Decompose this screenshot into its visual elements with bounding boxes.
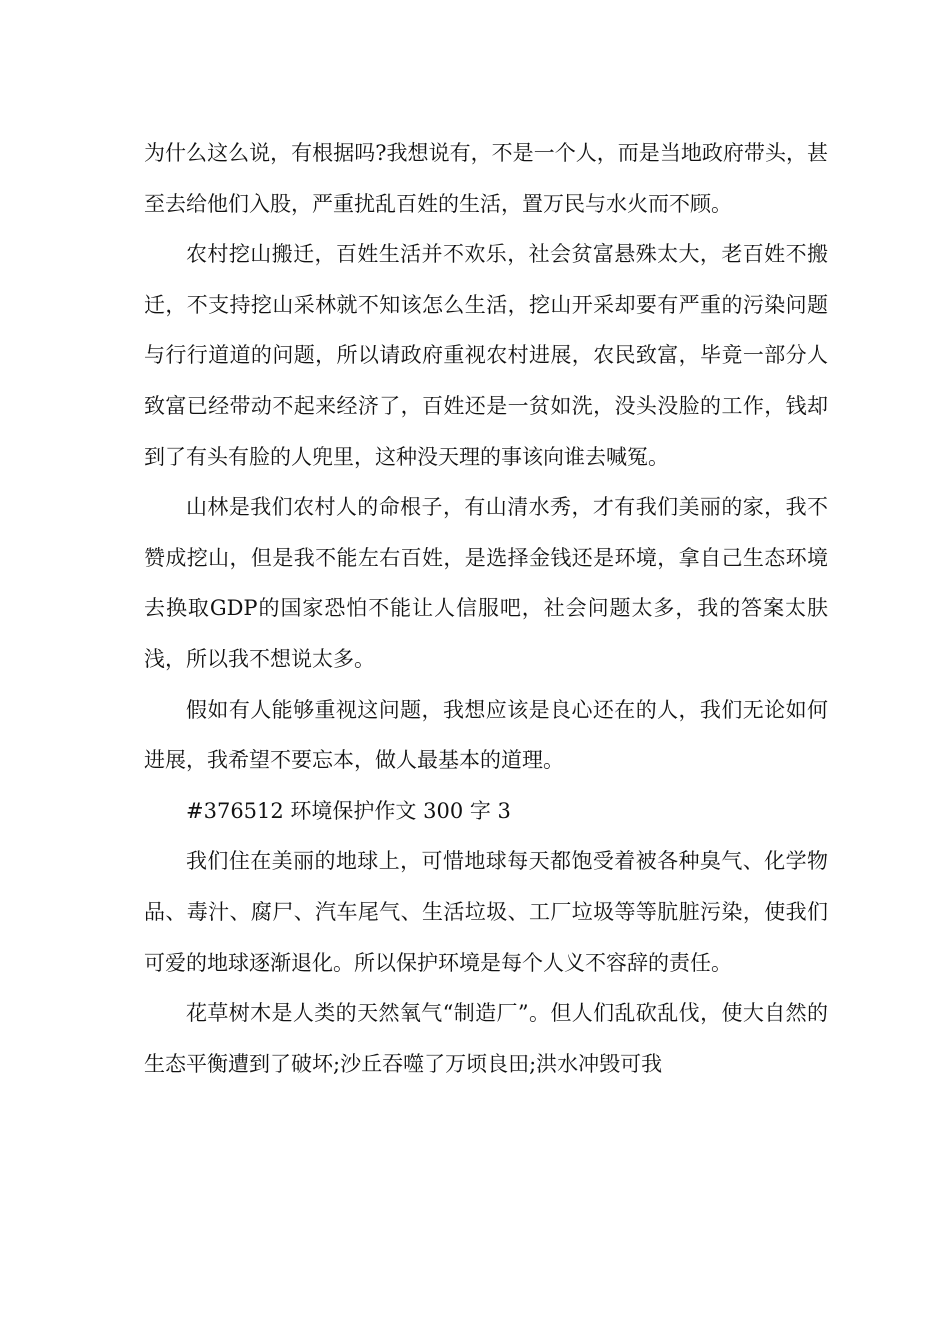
section-heading: #376512 环境保护作文 300 字 3 [186,798,511,823]
paragraph-1: 为什么这么说，有根据吗?我想说有，不是一个人，而是当地政府带头，甚至去给他们入股，严重扰乱百姓的生活，置万民与水火而不顾。 [144,141,828,216]
paragraph-5: 我们住在美丽的地球上，可惜地球每天都饱受着被各种臭气、化学物品、毒汁、腐尸、汽车尾气、生活垃圾、工厂垃圾等等肮脏污染，使我们可爱的地球逐渐退化。所以保护环境是每个人义不容辞的责任。 [144,849,828,975]
paragraph-3: 山林是我们农村人的命根子，有山清水秀，才有我们美丽的家，我不赞成挖山，但是我不能左右百姓，是选择金钱还是环境，拿自己生态环境去换取GDP的国家恐怕不能让人信服吧，社会问题太多，我的答案太肤浅，所以我不想说太多。 [144,495,828,671]
paragraph-4: 假如有人能够重视这问题，我想应该是良心还在的人，我们无论如何进展，我希望不要忘本，做人最基本的道理。 [144,697,828,773]
paragraph-6: 花草树木是人类的天然氧气“制造厂”。但人们乱砍乱伐，使大自然的生态平衡遭到了破坏;沙丘吞噬了万顷良田;洪水冲毁可我 [144,1001,828,1076]
paragraph-2: 农村挖山搬迁，百姓生活并不欢乐，社会贫富悬殊太大，老百姓不搬迁，不支持挖山采林就不知该怎么生活，挖山开采却要有严重的污染问题与行行道道的问题，所以请政府重视农村进展，农民致富，毕竟一部分人致富已经带动不起来经济了，百姓还是一贫如洗，没头没脸的工作，钱却到了有头有脸的人兜里，这种没天理的事该向谁去喊冤。 [144,242,828,469]
document-page [144,128,828,1089]
